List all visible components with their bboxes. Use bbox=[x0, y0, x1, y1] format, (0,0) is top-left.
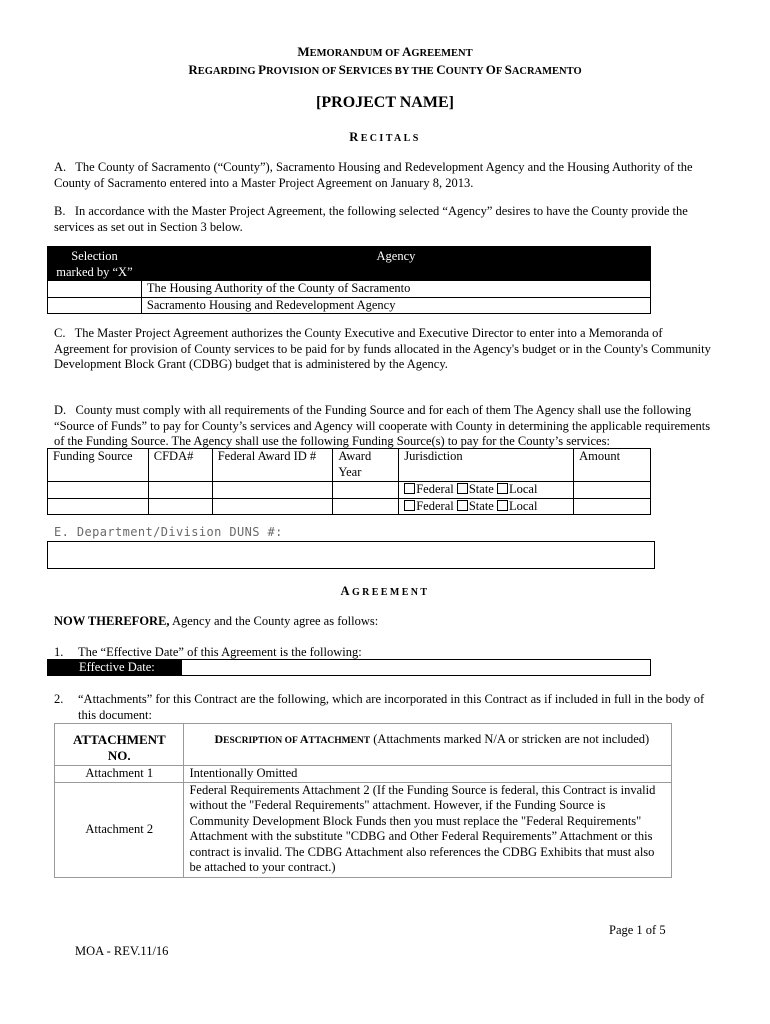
item-2-number: 2. bbox=[54, 692, 64, 706]
federal-award-id-cell[interactable] bbox=[212, 498, 333, 515]
state-checkbox[interactable] bbox=[457, 483, 468, 494]
item-1-number: 1. bbox=[54, 645, 64, 659]
funding-source-header: Funding Source bbox=[48, 449, 149, 482]
effective-date-field bbox=[47, 659, 651, 676]
amount-cell[interactable] bbox=[574, 498, 651, 515]
project-name: [PROJECT NAME] bbox=[316, 94, 454, 111]
funding-table-header bbox=[48, 449, 651, 482]
recital-c: C. The Master Project Agreement authorizes the County Executive and Executive Director to enter into a Memoranda of Agreement for provision of County services to be paid for by funds allocated in the Agency's budget or in the County's Community Development Block Grant (CDBG) budget that is administered by the Agency. bbox=[54, 326, 711, 371]
table-row bbox=[48, 297, 651, 314]
award-year-cell[interactable] bbox=[333, 482, 399, 499]
duns-label: E. Department/Division DUNS #: bbox=[54, 525, 283, 539]
table-row bbox=[55, 782, 672, 877]
item-1-text: The “Effective Date” of this Agreement is the following: bbox=[78, 645, 362, 659]
document-title: MEMORANDUM OF AGREEMENT bbox=[297, 44, 473, 59]
federal-checkbox[interactable] bbox=[404, 483, 415, 494]
agency-table-header bbox=[48, 247, 651, 281]
cfda-cell[interactable] bbox=[148, 482, 212, 499]
selection-cell[interactable] bbox=[48, 297, 142, 314]
duns-input[interactable] bbox=[47, 541, 655, 569]
recital-d: D. County must comply with all requirements of the Funding Source and for each of them The Agency shall use the following “Source of Funds” to pay for County’s services and Agency will cooperate with County in determining the applicable requirements of the Funding Source. The Agency shall use the following Funding Source(s) to pay for the County’s services: bbox=[54, 403, 711, 448]
agency-cell: Sacramento Housing and Redevelopment Agency bbox=[141, 297, 650, 314]
revision-label: MOA - REV.11/16 bbox=[75, 944, 169, 958]
funding-source-cell[interactable] bbox=[48, 498, 149, 515]
now-therefore: NOW THEREFORE, Agency and the County agree as follows: bbox=[54, 614, 379, 628]
attachment-description-cell: Federal Requirements Attachment 2 (If the Funding Source is federal, this Contract is invalid without the "Federal Requirements" attachment. However, if the Funding Source is Community Development Block Funds then you must replace the "Federal Requirements" Attachment with the substitute "CDBG and Other Federal Requirements” Attachment or this contract is invalid. The CDBG Attachment also references the CDBG Exhibits that must also be attached to your contract.) bbox=[184, 782, 672, 877]
local-checkbox[interactable] bbox=[497, 500, 508, 511]
jurisdiction-cell: Federal State Local bbox=[399, 482, 574, 499]
funding-source-cell[interactable] bbox=[48, 482, 149, 499]
item-2-text: “Attachments” for this Contract are the following, which are incorporated in this Contract as if included in full in the body of this document: bbox=[78, 692, 705, 722]
funding-source-table bbox=[47, 448, 651, 515]
state-checkbox[interactable] bbox=[457, 500, 468, 511]
amount-cell[interactable] bbox=[574, 482, 651, 499]
selection-cell[interactable] bbox=[48, 281, 142, 298]
agency-cell: The Housing Authority of the County of Sacramento bbox=[141, 281, 650, 298]
attachment-description-cell: Intentionally Omitted bbox=[184, 766, 672, 783]
recitals-heading: RECITALS bbox=[349, 130, 421, 144]
attachment-description-header: DESCRIPTION OF ATTACHMENT (Attachments marked N/A or stricken are not included) bbox=[184, 724, 672, 766]
recital-a: A. The County of Sacramento (“County”), Sacramento Housing and Redevelopment Agency and the Housing Authority of the County of Sacramento entered into a Master Project Agreement on January 8, 2013. bbox=[54, 160, 693, 190]
federal-award-id-cell[interactable] bbox=[212, 482, 333, 499]
amount-header: Amount bbox=[574, 449, 651, 482]
table-row bbox=[48, 498, 651, 515]
cfda-header: CFDA# bbox=[148, 449, 212, 482]
attachment-no-header: ATTACHMENT NO. bbox=[55, 724, 184, 766]
table-row bbox=[48, 281, 651, 298]
federal-award-id-header: Federal Award ID # bbox=[212, 449, 333, 482]
attachments-table bbox=[54, 723, 672, 878]
agreement-heading: AGREEMENT bbox=[340, 584, 430, 598]
selection-header: Selection marked by “X” bbox=[48, 247, 142, 281]
jurisdiction-cell: Federal State Local bbox=[399, 498, 574, 515]
page-number: Page 1 of 5 bbox=[609, 923, 666, 937]
agency-selection-table bbox=[47, 246, 651, 314]
attachments-table-header bbox=[55, 724, 672, 766]
agency-header: Agency bbox=[141, 247, 650, 281]
recital-b: B. In accordance with the Master Project Agreement, the following selected “Agency” desires to have the County provide the services as set out in Section 3 below. bbox=[54, 204, 688, 234]
table-row bbox=[55, 766, 672, 783]
table-row bbox=[48, 482, 651, 499]
effective-date-label: Effective Date: bbox=[48, 660, 182, 675]
local-checkbox[interactable] bbox=[497, 483, 508, 494]
attachment-no-cell: Attachment 1 bbox=[55, 766, 184, 783]
cfda-cell[interactable] bbox=[148, 498, 212, 515]
document-subtitle: REGARDING PROVISION OF SERVICES BY THE COUNTY OF SACRAMENTO bbox=[188, 62, 582, 77]
effective-date-input[interactable] bbox=[188, 660, 646, 675]
attachment-no-cell: Attachment 2 bbox=[55, 782, 184, 877]
federal-checkbox[interactable] bbox=[404, 500, 415, 511]
award-year-header: Award Year bbox=[333, 449, 399, 482]
award-year-cell[interactable] bbox=[333, 498, 399, 515]
jurisdiction-header: Jurisdiction bbox=[399, 449, 574, 482]
